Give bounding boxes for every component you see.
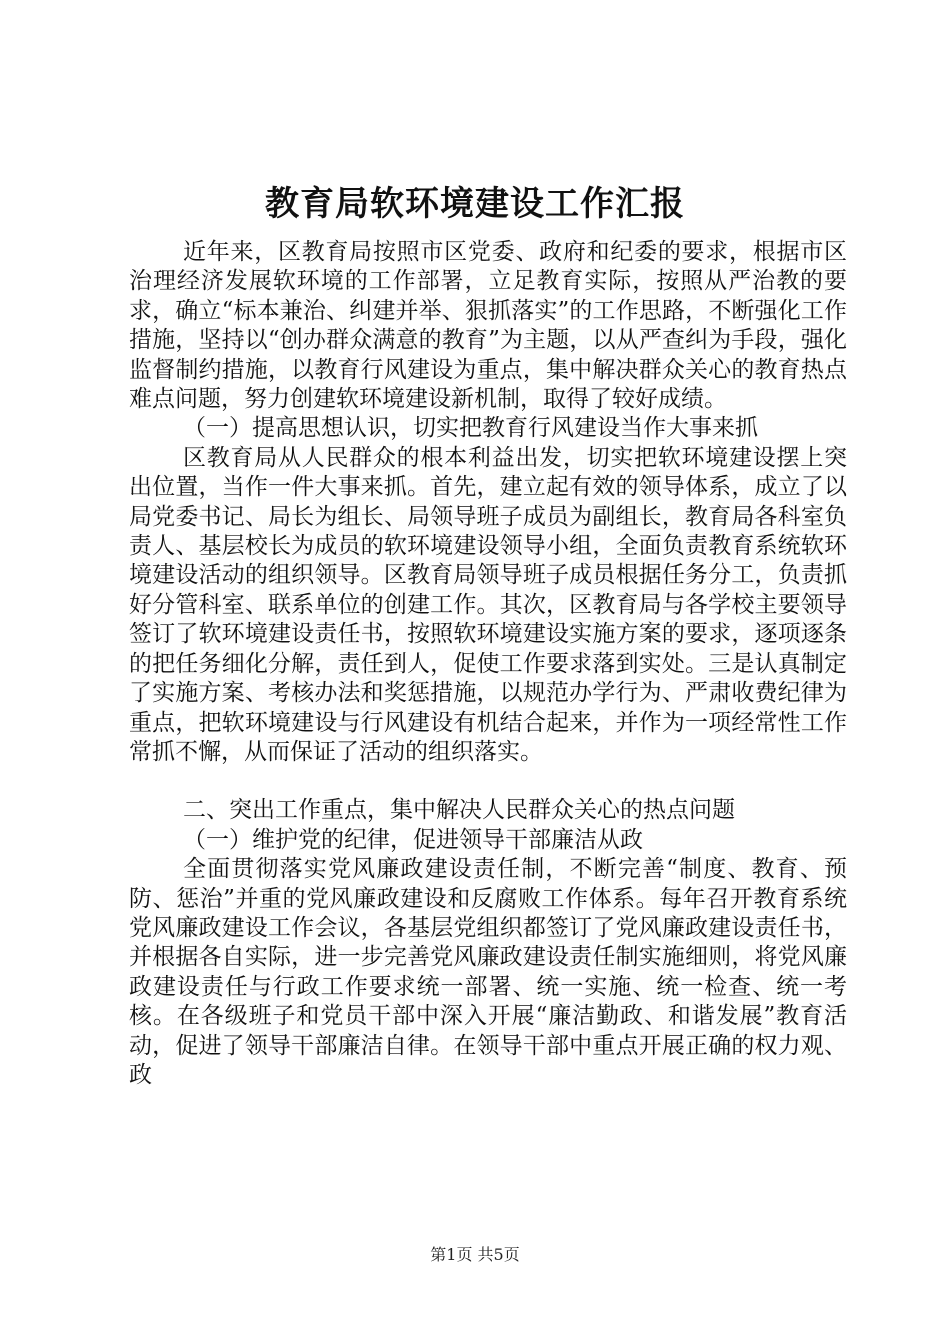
- document-title: 教育局软环境建设工作汇报: [265, 184, 685, 224]
- page-footer: 第1页 共5页: [430, 1245, 520, 1264]
- paragraph-2-1: 全面贯彻落实党风廉政建设责任制，不断完善“制度、教育、预防、惩治”并重的党风廉政建设和反腐败工作体系。每年召开教育系统党风廉政建设工作会议，各基层党组织都签订了党风廉政建设责任书，并根据各自实际，进一步完善党风廉政建设责任制实施细则，将党风廉政建设责任与行政工作要求统一部署、统一实施、统一检查、统一考核。在各级班子和党员干部中深入开展“廉洁勤政、和谐发展”教育活动，促进了领导干部廉洁自律。在领导干部中重点开展正确的权力观、政: [129, 856, 847, 1088]
- document-body: [129, 238, 847, 1090]
- paragraph-intro: 近年来，区教育局按照市区党委、政府和纪委的要求，根据市区治理经济发展软环境的工作部署，立足教育实际，按照从严治教的要求，确立“标本兼治、纠建并举、狠抓落实”的工作思路，不断强化工作措施，坚持以“创办群众满意的教育”为主题，以从严查纠为手段，强化监督制约措施，以教育行风建设为重点，集中解决群众关心的教育热点难点问题，努力创建软环境建设新机制，取得了较好成绩。: [129, 239, 847, 413]
- paragraph-spacer: [129, 767, 847, 796]
- paragraph-1-1: 区教育局从人民群众的根本利益出发，切实把软环境建设摆上突出位置，当作一件大事来抓。首先，建立起有效的领导体系，成立了以局党委书记、局长为组长、局领导班子成员为副组长，教育局各科室负责人、基层校长为成员的软环境建设领导小组，全面负责教育系统软环境建设活动的组织领导。区教育局领导班子成员根据任务分工，负责抓好分管科室、联系单位的创建工作。其次，区教育局与各学校主要领导签订了软环境建设责任书，按照软环境建设实施方案的要求，逐项逐条的把任务细化分解，责任到人，促使工作要求落到实处。三是认真制定了实施方案、考核办法和奖惩措施，以规范办学行为、严肃收费纪律为重点，把软环境建设与行风建设有机结合起来，并作为一项经常性工作常抓不懈，从而保证了活动的组织落实。: [129, 444, 847, 765]
- section-heading-2: 二、突出工作重点，集中解决人民群众关心的热点问题: [183, 797, 735, 824]
- section-heading-1-1: （一）提高思想认识，切实把教育行风建设当作大事来抓: [183, 415, 758, 442]
- section-heading-2-1: （一）维护党的纪律，促进领导干部廉洁从政: [183, 826, 643, 853]
